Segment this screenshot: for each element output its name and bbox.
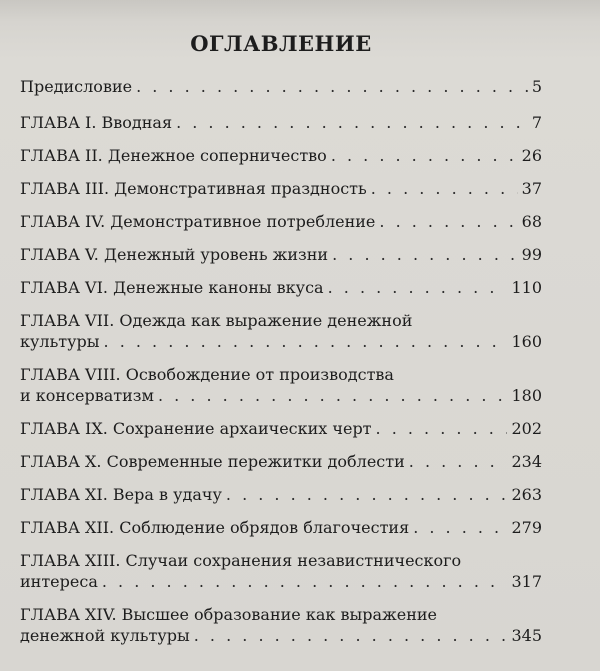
toc-entry-label: ГЛАВА II. Денежное соперничество [20,146,327,165]
toc-entry-chapter-14 [20,604,542,658]
toc-row [20,571,542,592]
toc-row [20,331,542,352]
toc-page-number: 180 [511,386,542,405]
toc-page-number: 279 [511,518,542,537]
toc-row [20,76,542,97]
page-title: ОГЛАВЛЕНИЕ [190,31,372,56]
toc-entry-chapter-6 [20,277,542,310]
toc-row [20,145,542,166]
toc-row [20,277,542,298]
toc-page-number: 160 [511,332,542,351]
toc-entry-label: ГЛАВА V. Денежный уровень жизни [20,245,329,264]
dot-leader [194,625,508,646]
toc-entry-chapter-12 [20,517,542,550]
toc-entry-label: ГЛАВА IV. Демонстративное потребление [20,212,376,231]
toc-entry-label: ГЛАВА I. Вводная [20,113,173,132]
toc-entry-label-line-1: ГЛАВА VII. Одежда как выражение денежной [20,311,413,330]
toc-entry-chapter-2 [20,145,542,178]
toc-row [20,112,542,133]
toc-entry-chapter-10 [20,451,542,484]
toc-entry-chapter-1 [20,112,542,145]
toc-page-number: 26 [521,146,542,165]
toc-entry-label: ГЛАВА X. Современные пережитки доблести [20,452,405,471]
toc-page-number: 99 [521,245,542,264]
toc-entry-label-line-1: ГЛАВА VIII. Освобождение от производства [20,365,394,384]
toc-row [20,418,542,439]
dot-leader [102,571,508,592]
toc-entry-label-line-2: интереса [20,572,98,591]
toc-entry-label: ГЛАВА XI. Вера в удачу [20,485,222,504]
toc-entry-preface [20,76,542,109]
toc-entry-label: ГЛАВА VI. Денежные каноны вкуса [20,278,324,297]
dot-leader [226,484,508,505]
dot-leader [376,418,508,439]
toc-entry-chapter-3 [20,178,542,211]
toc-entry-label-line-2: денежной культуры [20,626,190,645]
toc-page-number: 68 [521,212,542,231]
toc-entry-label-line-1: ГЛАВА XIII. Случаи сохранения независтнического [20,551,462,570]
table-of-contents [20,76,542,658]
toc-entry-chapter-4 [20,211,542,244]
toc-entry-label: Предисловие [20,77,133,96]
dot-leader [371,178,518,199]
dot-leader [136,76,528,97]
dot-leader [328,277,508,298]
toc-entry-label: ГЛАВА XII. Соблюдение обрядов благочестия [20,518,410,537]
toc-row [20,451,542,472]
toc-page-number: 5 [531,77,542,96]
toc-entry-label-line-2: и консерватизм [20,386,154,405]
toc-row [20,625,542,646]
toc-entry-chapter-7 [20,310,542,364]
dot-leader [176,112,528,133]
dot-leader [379,211,517,232]
toc-entry-chapter-13 [20,550,542,604]
toc-page-number: 110 [511,278,542,297]
toc-row [20,244,542,265]
toc-page-number: 234 [511,452,542,471]
toc-entry-chapter-8 [20,364,542,418]
toc-page-number: 7 [531,113,542,132]
toc-page-number: 37 [521,179,542,198]
toc-page-number: 317 [511,572,542,591]
toc-row [20,385,542,406]
dot-leader [409,451,508,472]
dot-leader [332,244,518,265]
dot-leader [331,145,518,166]
dot-leader [104,331,508,352]
toc-row [20,178,542,199]
toc-entry-label: ГЛАВА III. Демонстративная праздность [20,179,367,198]
toc-row [20,211,542,232]
toc-entry-chapter-11 [20,484,542,517]
toc-entry-label-line-2: культуры [20,332,100,351]
toc-page-number: 345 [511,626,542,645]
toc-entry-chapter-9 [20,418,542,451]
toc-page-number: 202 [511,419,542,438]
toc-row [20,484,542,505]
dot-leader [413,517,507,538]
toc-entry-label-line-1: ГЛАВА XIV. Высшее образование как выражение [20,605,437,624]
toc-page-number: 263 [511,485,542,504]
dot-leader [158,385,508,406]
toc-entry-chapter-5 [20,244,542,277]
toc-entry-label: ГЛАВА IX. Сохранение архаических черт [20,419,372,438]
toc-row [20,517,542,538]
